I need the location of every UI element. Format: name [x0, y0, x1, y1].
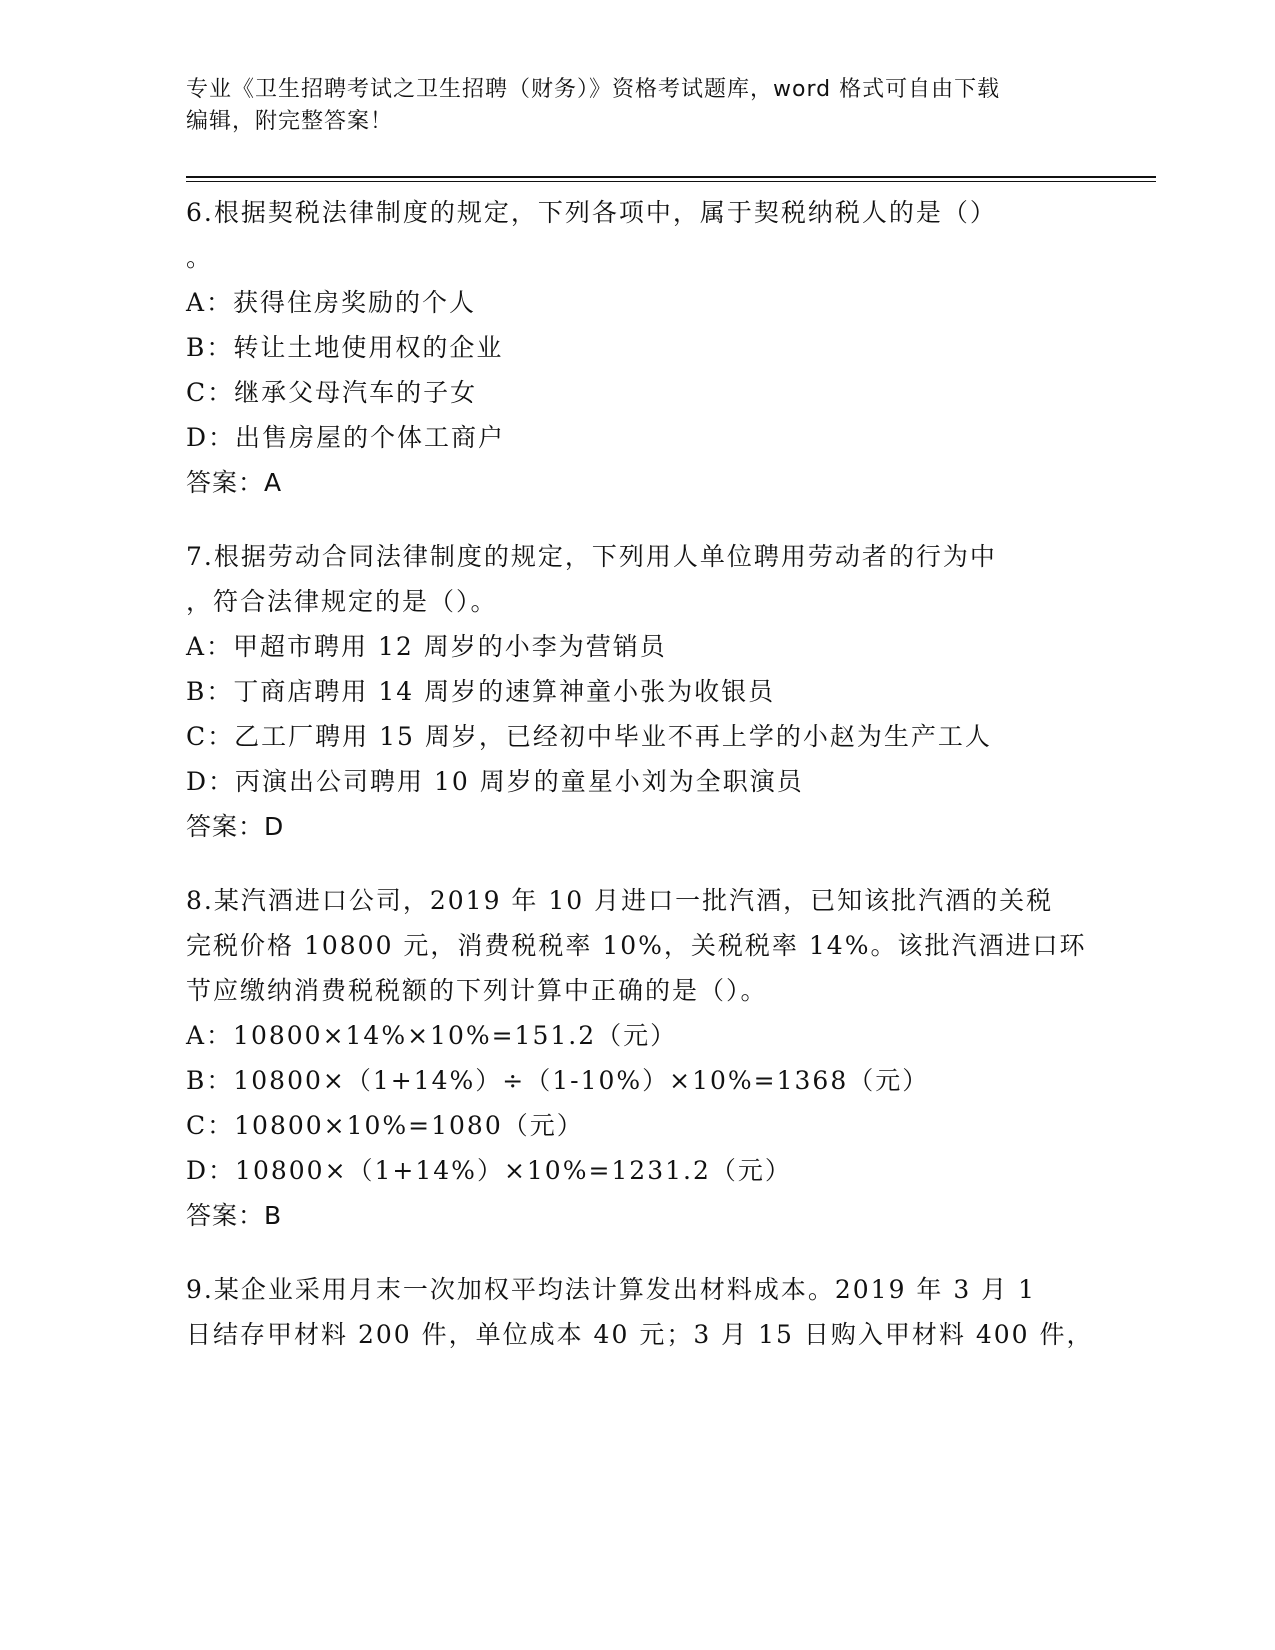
question-text-line: 日结存甲材料 200 件，单位成本 40 元；3 月 15 日购入甲材料 400 件，	[186, 1320, 1094, 1349]
question-text-line: 完税价格 10800 元，消费税税率 10%，关税税率 14%。该批汽酒进口环	[186, 931, 1087, 960]
header-divider-thin	[186, 181, 1156, 182]
question-text-line: ，符合法律规定的是（）。	[186, 587, 498, 616]
question-list	[186, 190, 1106, 1385]
question-9	[186, 1267, 1106, 1357]
header-line-2: 编辑，附完整答案！	[186, 109, 394, 134]
option-d: D：10800×（1+14%）×10%=1231.2（元）	[186, 1156, 792, 1185]
option-a: A：甲超市聘用 12 周岁的小李为营销员	[186, 632, 667, 661]
answer: 答案：A	[186, 468, 283, 497]
question-text-line: 节应缴纳消费税税额的下列计算中正确的是（）。	[186, 976, 768, 1005]
header-divider-thick	[186, 176, 1156, 178]
page-header	[186, 74, 1086, 138]
option-a: A：获得住房奖励的个人	[186, 288, 477, 317]
question-text-line: 8.某汽酒进口公司，2019 年 10 月进口一批汽酒，已知该批汽酒的关税	[186, 886, 1054, 915]
question-6	[186, 190, 1106, 506]
option-a: A：10800×14%×10%=151.2（元）	[186, 1021, 678, 1050]
option-d: D：丙演出公司聘用 10 周岁的童星小刘为全职演员	[186, 767, 804, 796]
option-b: B：10800×（1+14%）÷（1-10%）×10%=1368（元）	[186, 1066, 930, 1095]
question-text-line: 6.根据契税法律制度的规定，下列各项中，属于契税纳税人的是（）	[186, 198, 997, 227]
question-7	[186, 534, 1106, 850]
answer: 答案：D	[186, 812, 285, 841]
option-b: B：丁商店聘用 14 周岁的速算神童小张为收银员	[186, 677, 776, 706]
question-text-line: 7.根据劳动合同法律制度的规定，下列用人单位聘用劳动者的行为中	[186, 542, 997, 571]
answer: 答案：B	[186, 1201, 283, 1230]
option-d: D：出售房屋的个体工商户	[186, 423, 506, 452]
option-c: C：继承父母汽车的子女	[186, 378, 478, 407]
option-c: C：乙工厂聘用 15 周岁，已经初中毕业不再上学的小赵为生产工人	[186, 722, 992, 751]
question-8	[186, 878, 1106, 1239]
question-text-line: 9.某企业采用月末一次加权平均法计算发出材料成本。2019 年 3 月 1	[186, 1275, 1037, 1304]
option-c: C：10800×10%=1080（元）	[186, 1111, 584, 1140]
question-text-line: 。	[186, 243, 214, 272]
header-line-1: 专业《卫生招聘考试之卫生招聘（财务）》资格考试题库，word 格式可自由下载	[186, 77, 1001, 102]
option-b: B：转让土地使用权的企业	[186, 333, 504, 362]
